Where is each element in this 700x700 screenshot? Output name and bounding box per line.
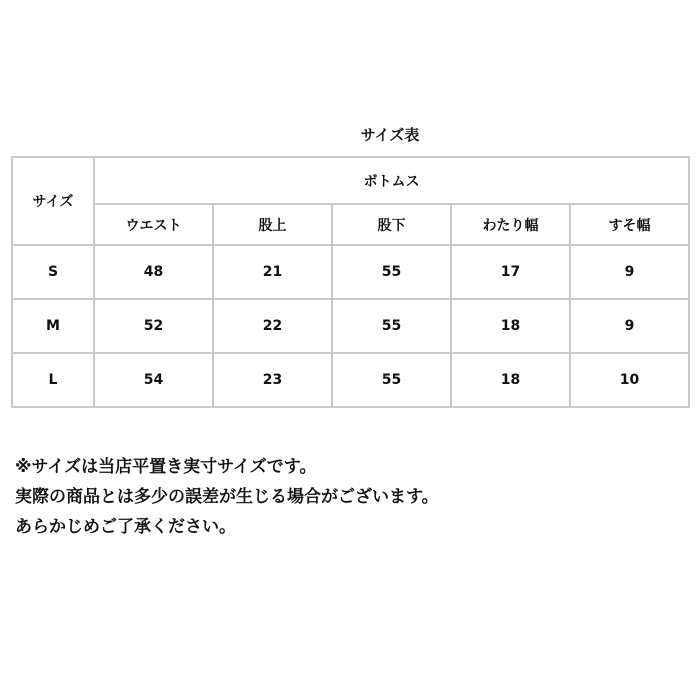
table-cell: 55 [332, 353, 451, 407]
bottoms-group-header: ボトムス [94, 157, 689, 204]
table-row [12, 245, 689, 299]
table-cell: 55 [332, 299, 451, 353]
size-column-header: サイズ [12, 157, 94, 245]
column-header-hem-width: すそ幅 [570, 204, 689, 245]
table-cell: 55 [332, 245, 451, 299]
size-cell: M [12, 299, 94, 353]
table-cell: 10 [570, 353, 689, 407]
size-cell: L [12, 353, 94, 407]
size-table [11, 156, 690, 408]
table-row [12, 299, 689, 353]
table-cell: 9 [570, 299, 689, 353]
table-row [12, 353, 689, 407]
column-header-rise: 股上 [213, 204, 332, 245]
note-line: 実際の商品とは多少の誤差が生じる場合がございます。 [15, 487, 439, 507]
column-header-inseam: 股下 [332, 204, 451, 245]
column-header-thigh-width: わたり幅 [451, 204, 570, 245]
note-line: ※サイズは当店平置き実寸サイズです。 [15, 457, 317, 477]
table-cell: 18 [451, 353, 570, 407]
table-cell: 54 [94, 353, 213, 407]
table-header-row [12, 157, 689, 204]
table-title: サイズ表 [360, 126, 420, 144]
table-cell: 23 [213, 353, 332, 407]
table-cell: 21 [213, 245, 332, 299]
table-cell: 52 [94, 299, 213, 353]
table-cell: 18 [451, 299, 570, 353]
notes-block [15, 452, 685, 542]
note-line: あらかじめご了承ください。 [15, 517, 236, 537]
table-subheader-row [12, 204, 689, 245]
table-cell: 9 [570, 245, 689, 299]
table-cell: 17 [451, 245, 570, 299]
column-header-waist: ウエスト [94, 204, 213, 245]
table-cell: 48 [94, 245, 213, 299]
size-cell: S [12, 245, 94, 299]
table-cell: 22 [213, 299, 332, 353]
